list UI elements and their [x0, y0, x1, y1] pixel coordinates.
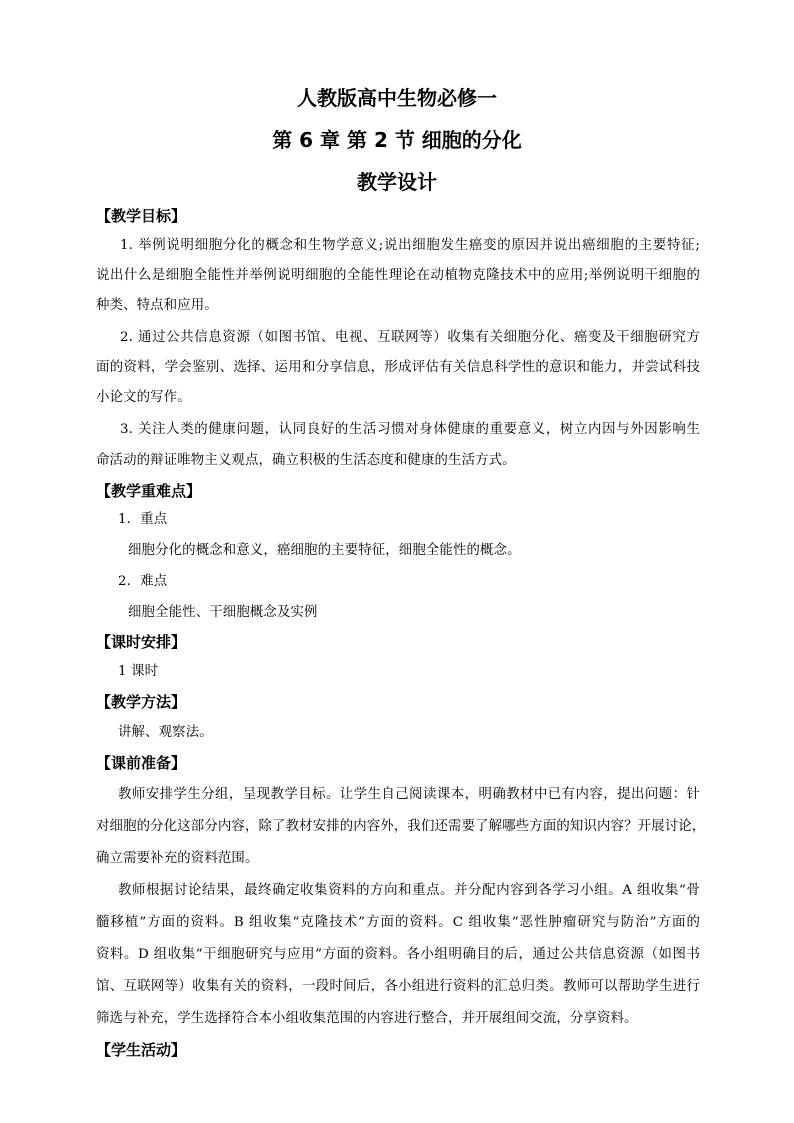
preparation-para-1-line-2: 对细胞的分化这部分内容，除了教材安排的内容外，我们还需要了解哪些方面的知识内容？开展讨论， — [96, 819, 706, 834]
objective-1-line-3: 种类、特点和应用。 — [96, 298, 218, 313]
section-heading-key-points: 【教学重难点】 — [96, 482, 202, 500]
preparation-para-2-line-1: 教师根据讨论结果，最终确定收集资料的方向和重点。并分配内容到各学习小组。A 组收集“骨 — [118, 883, 700, 898]
chapter-title: 第 6 章 第 2 节 细胞的分化 — [272, 128, 522, 152]
objective-2-line-1: 2. 通过公共信息资源（如图书馆、电视、互联网等）收集有关细胞分化、癌变及干细胞研究方 — [120, 330, 700, 345]
section-heading-schedule: 【课时安排】 — [96, 633, 187, 651]
preparation-para-2-line-5: 筛选与补充，学生选择符合本小组收集范围的内容进行整合，并开展组间交流，分享资料。 — [96, 1011, 638, 1026]
subtitle: 教学设计 — [357, 170, 437, 194]
section-heading-objectives: 【教学目标】 — [96, 207, 187, 225]
schedule-text: 1 课时 — [118, 664, 159, 679]
objective-2-line-3: 小论文的写作。 — [96, 390, 191, 405]
objective-3-line-2: 命活动的辩证唯物主义观点，确立积极的生活态度和健康的生活方式。 — [96, 453, 516, 468]
key-point-text: 细胞分化的概念和意义，癌细胞的主要特征，细胞全能性的概念。 — [128, 543, 521, 558]
section-heading-methods: 【教学方法】 — [96, 693, 187, 711]
objective-3-line-1: 3. 关注人类的健康问题，认同良好的生活习惯对身体健康的重要意义，树立内因与外因影响生 — [120, 422, 700, 437]
key-point-label: 1．重点 — [118, 512, 168, 527]
preparation-para-1-line-3: 确立需要补充的资料范围。 — [96, 851, 259, 866]
difficult-point-label: 2．难点 — [118, 574, 168, 589]
preparation-para-2-line-2: 髓移植”方面的资料。B 组收集“克隆技术”方面的资料。C 组收集“恶性肿瘤研究与防治”方面的 — [96, 915, 700, 930]
section-heading-preparation: 【课前准备】 — [96, 754, 187, 772]
methods-text: 讲解、观察法。 — [118, 725, 213, 740]
preparation-para-2-line-4: 馆、互联网等）收集有关的资料，一段时间后，各小组进行资料的汇总归类。教师可以帮助学生进行 — [96, 979, 700, 994]
document-title: 人教版高中生物必修一 — [297, 86, 497, 110]
section-heading-activities: 【学生活动】 — [96, 1041, 187, 1059]
preparation-para-1-line-1: 教师安排学生分组，呈现教学目标。让学生自己阅读课本，明确教材中已有内容，提出问题：针 — [118, 787, 700, 802]
objective-1-line-2: 说出什么是细胞全能性并举例说明细胞的全能性理论在动植物克隆技术中的应用;举例说明干细胞的 — [96, 268, 700, 283]
objective-1-line-1: 1. 举例说明细胞分化的概念和生物学意义;说出细胞发生癌变的原因并说出癌细胞的主要特征; — [120, 238, 700, 253]
preparation-para-2-line-3: 资料。D 组收集“干细胞研究与应用”方面的资料。各小组明确目的后，通过公共信息资源（如图书 — [96, 947, 700, 962]
objective-2-line-2: 面的资料，学会鉴别、选择、运用和分享信息，形成评估有关信息科学性的意识和能力，并尝试科技 — [96, 360, 700, 375]
difficult-point-text: 细胞全能性、干细胞概念及实例 — [128, 605, 318, 620]
